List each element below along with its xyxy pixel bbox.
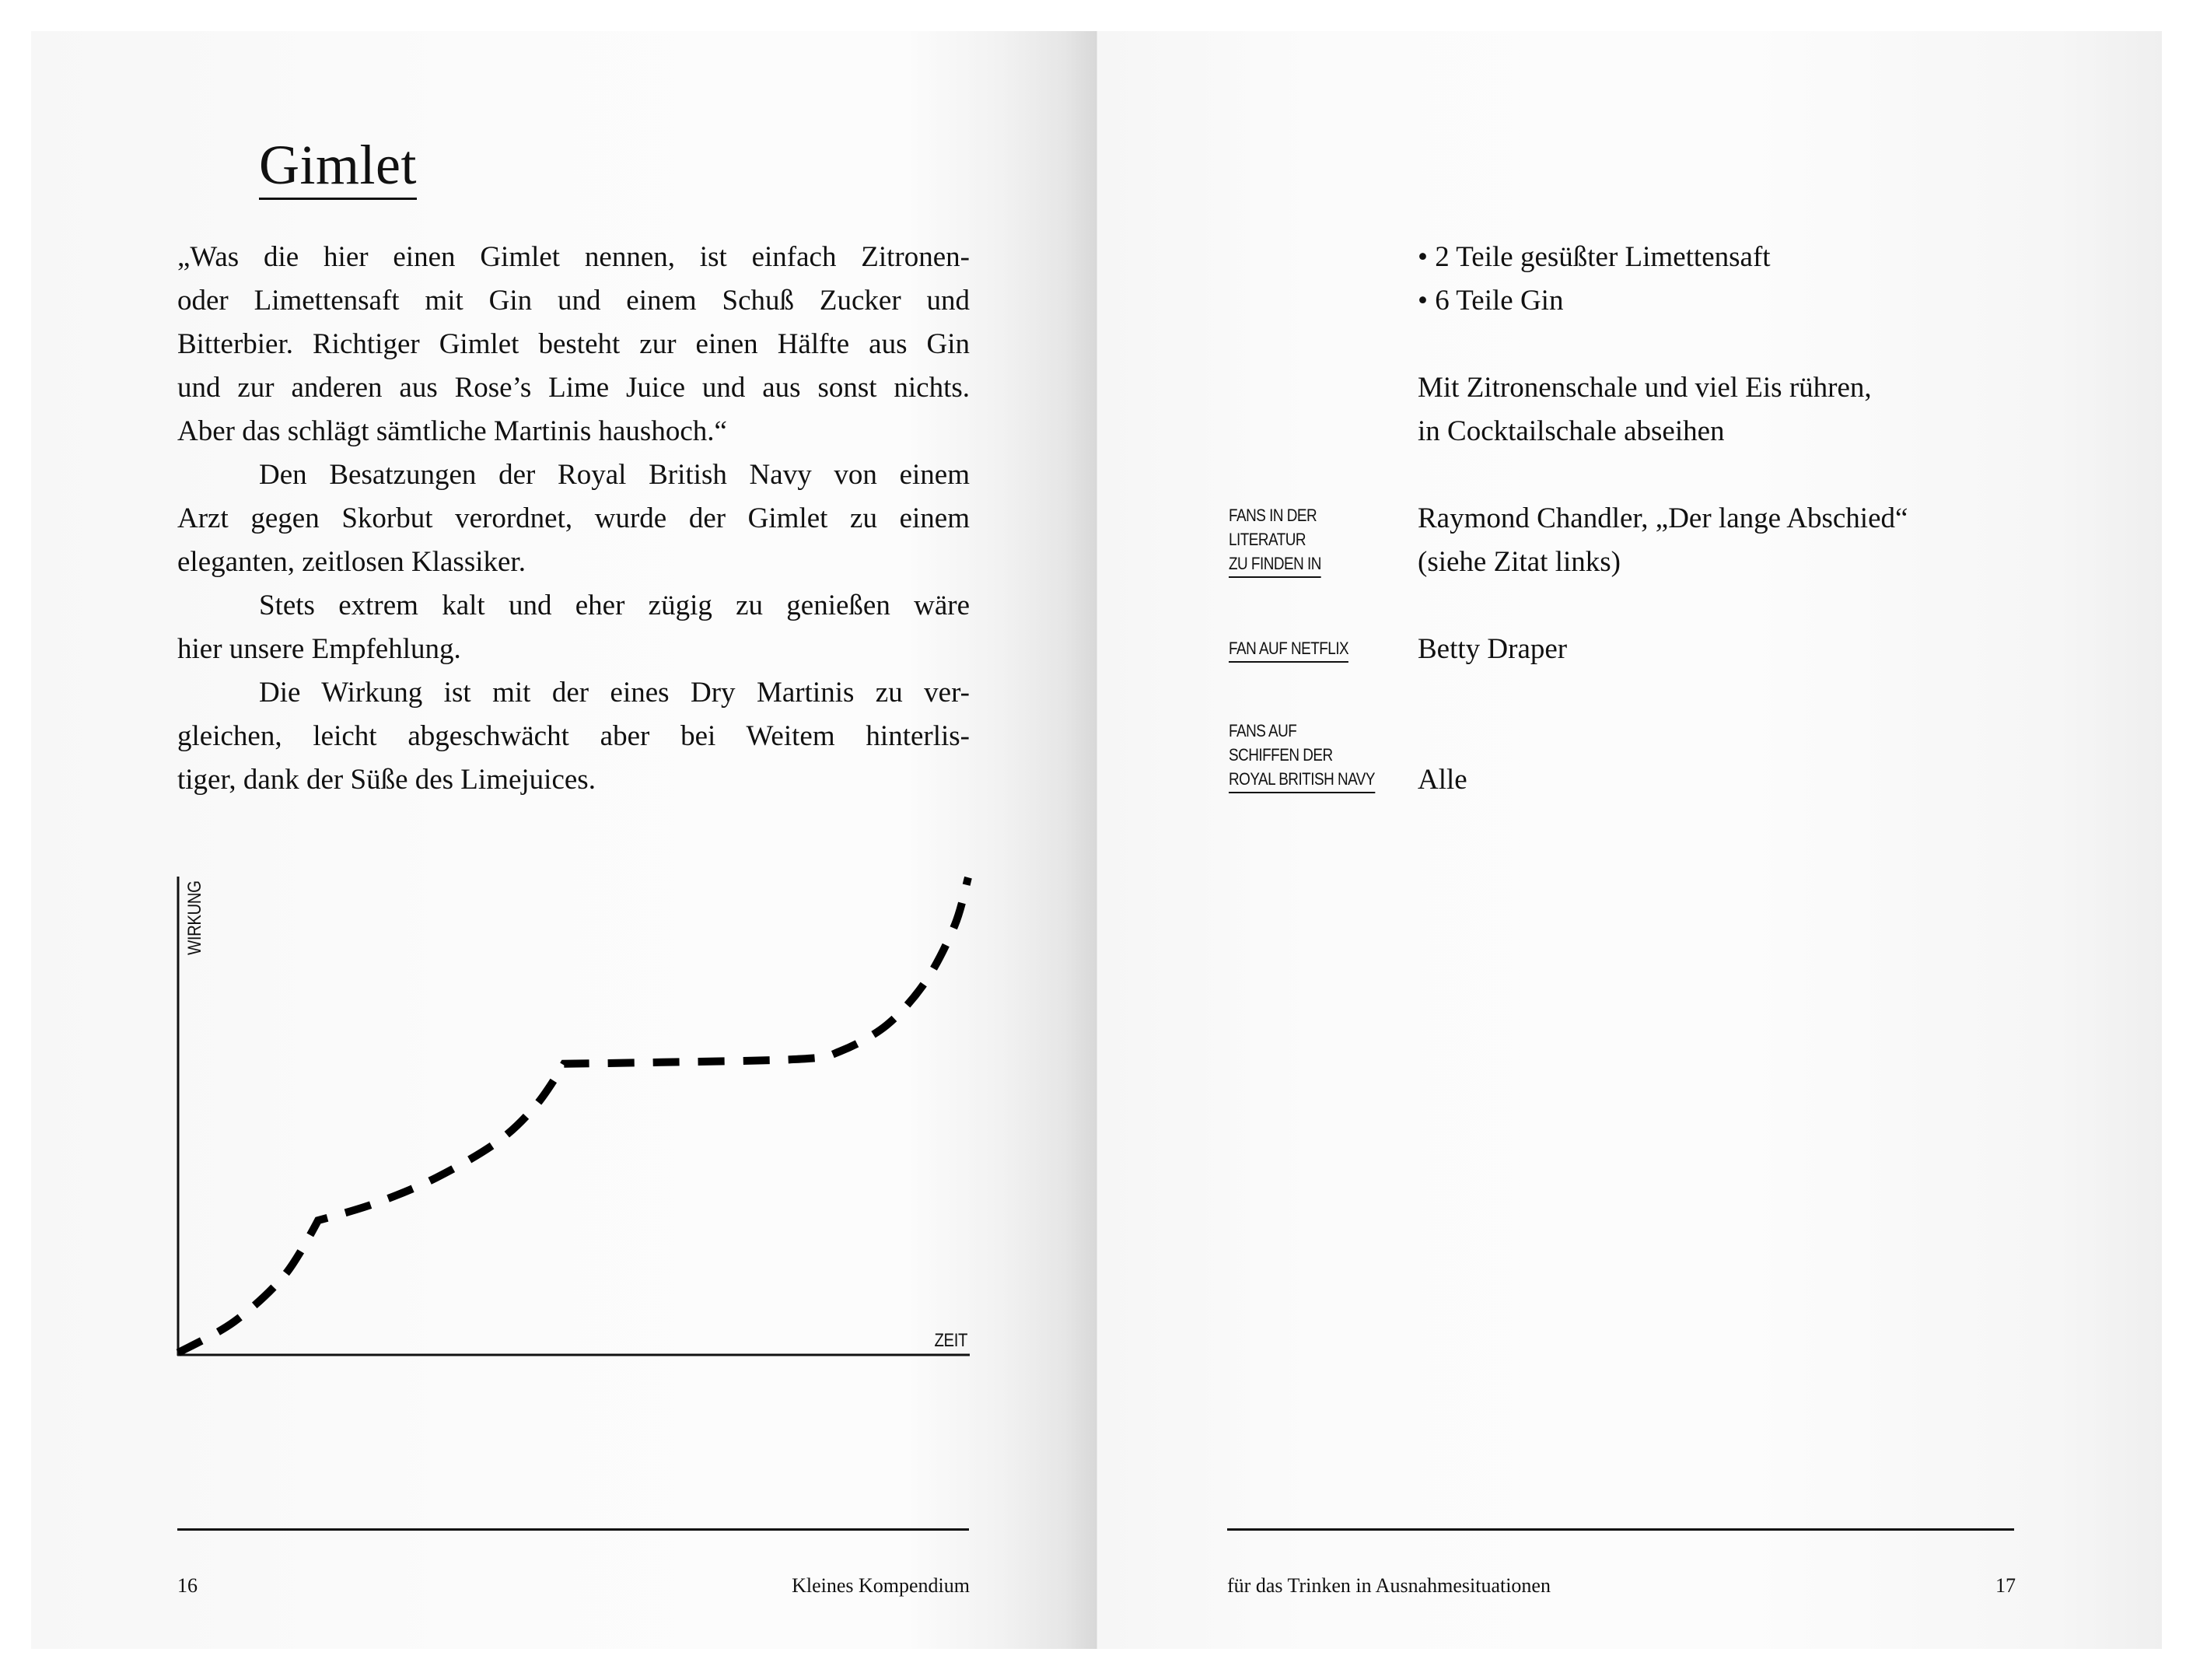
body-line: Den Besatzungen der Royal British Navy von einem (259, 459, 970, 491)
y-axis-label: WIRKUNG (184, 880, 205, 955)
fact-value-literature-note: (siehe Zitat links) (1418, 546, 1621, 578)
body-line: hier unsere Empfehlung. (177, 633, 461, 665)
label-line: ROYAL BRITISH NAVY (1229, 768, 1375, 793)
ingredient-item: • 6 Teile Gin (1418, 285, 1564, 317)
body-line: gleichen, leicht abgeschwächt aber bei Weitem hinterlis- (177, 720, 970, 752)
label-line: FAN AUF NETFLIX (1229, 638, 1348, 663)
running-title-left: Kleines Kompendium (792, 1574, 970, 1597)
footer-rule-right (1227, 1528, 2014, 1531)
page-number-left: 16 (177, 1574, 198, 1597)
body-line: und zur anderen aus Rose’s Lime Juice und aus sonst nichts. (177, 372, 970, 404)
x-axis-label: ZEIT (934, 1329, 967, 1351)
label-line: FANS AUF (1229, 721, 1297, 740)
fact-value-navy: Alle (1418, 764, 1467, 796)
footer-rule-left (177, 1528, 969, 1531)
body-line: Die Wirkung ist mit der eines Dry Martinis zu ver- (259, 677, 970, 709)
running-title-right: für das Trinken in Ausnahmesituationen (1227, 1574, 1551, 1597)
label-line: LITERATUR (1229, 530, 1306, 549)
body-line: Bitterbier. Richtiger Gimlet besteht zur einen Hälfte aus Gin (177, 328, 970, 360)
body-line: eleganten, zeitlosen Klassiker. (177, 546, 526, 578)
fact-label-navy (1229, 719, 1375, 793)
fact-value-netflix: Betty Draper (1418, 633, 1568, 665)
body-line: tiger, dank der Süße des Limejuices. (177, 764, 596, 796)
body-line: Aber das schlägt sämtliche Martinis haushoch.“ (177, 415, 727, 447)
page-title: Gimlet (259, 134, 417, 200)
body-line: oder Limettensaft mit Gin und einem Schuß Zucker und (177, 285, 970, 317)
label-line: FANS IN DER (1229, 506, 1317, 525)
instruction-line: Mit Zitronenschale und viel Eis rühren, (1418, 372, 1872, 404)
fact-label-literature (1229, 503, 1321, 578)
label-line: ZU FINDEN IN (1229, 553, 1321, 578)
fact-label-netflix (1229, 636, 1348, 663)
page-number-right: 17 (1995, 1574, 2016, 1597)
body-line: Stets extrem kalt und eher zügig zu genießen wäre (259, 590, 970, 621)
body-line: Arzt gegen Skorbut verordnet, wurde der Gimlet zu einem (177, 502, 970, 534)
body-line: „Was die hier einen Gimlet nennen, ist einfach Zitronen- (177, 241, 970, 273)
fact-value-literature: Raymond Chandler, „Der lange Abschied“ (1418, 502, 1908, 534)
label-line: SCHIFFEN DER (1229, 745, 1333, 765)
instruction-line: in Cocktailschale abseihen (1418, 415, 1725, 447)
ingredient-item: • 2 Teile gesüßter Limettensaft (1418, 241, 1771, 273)
